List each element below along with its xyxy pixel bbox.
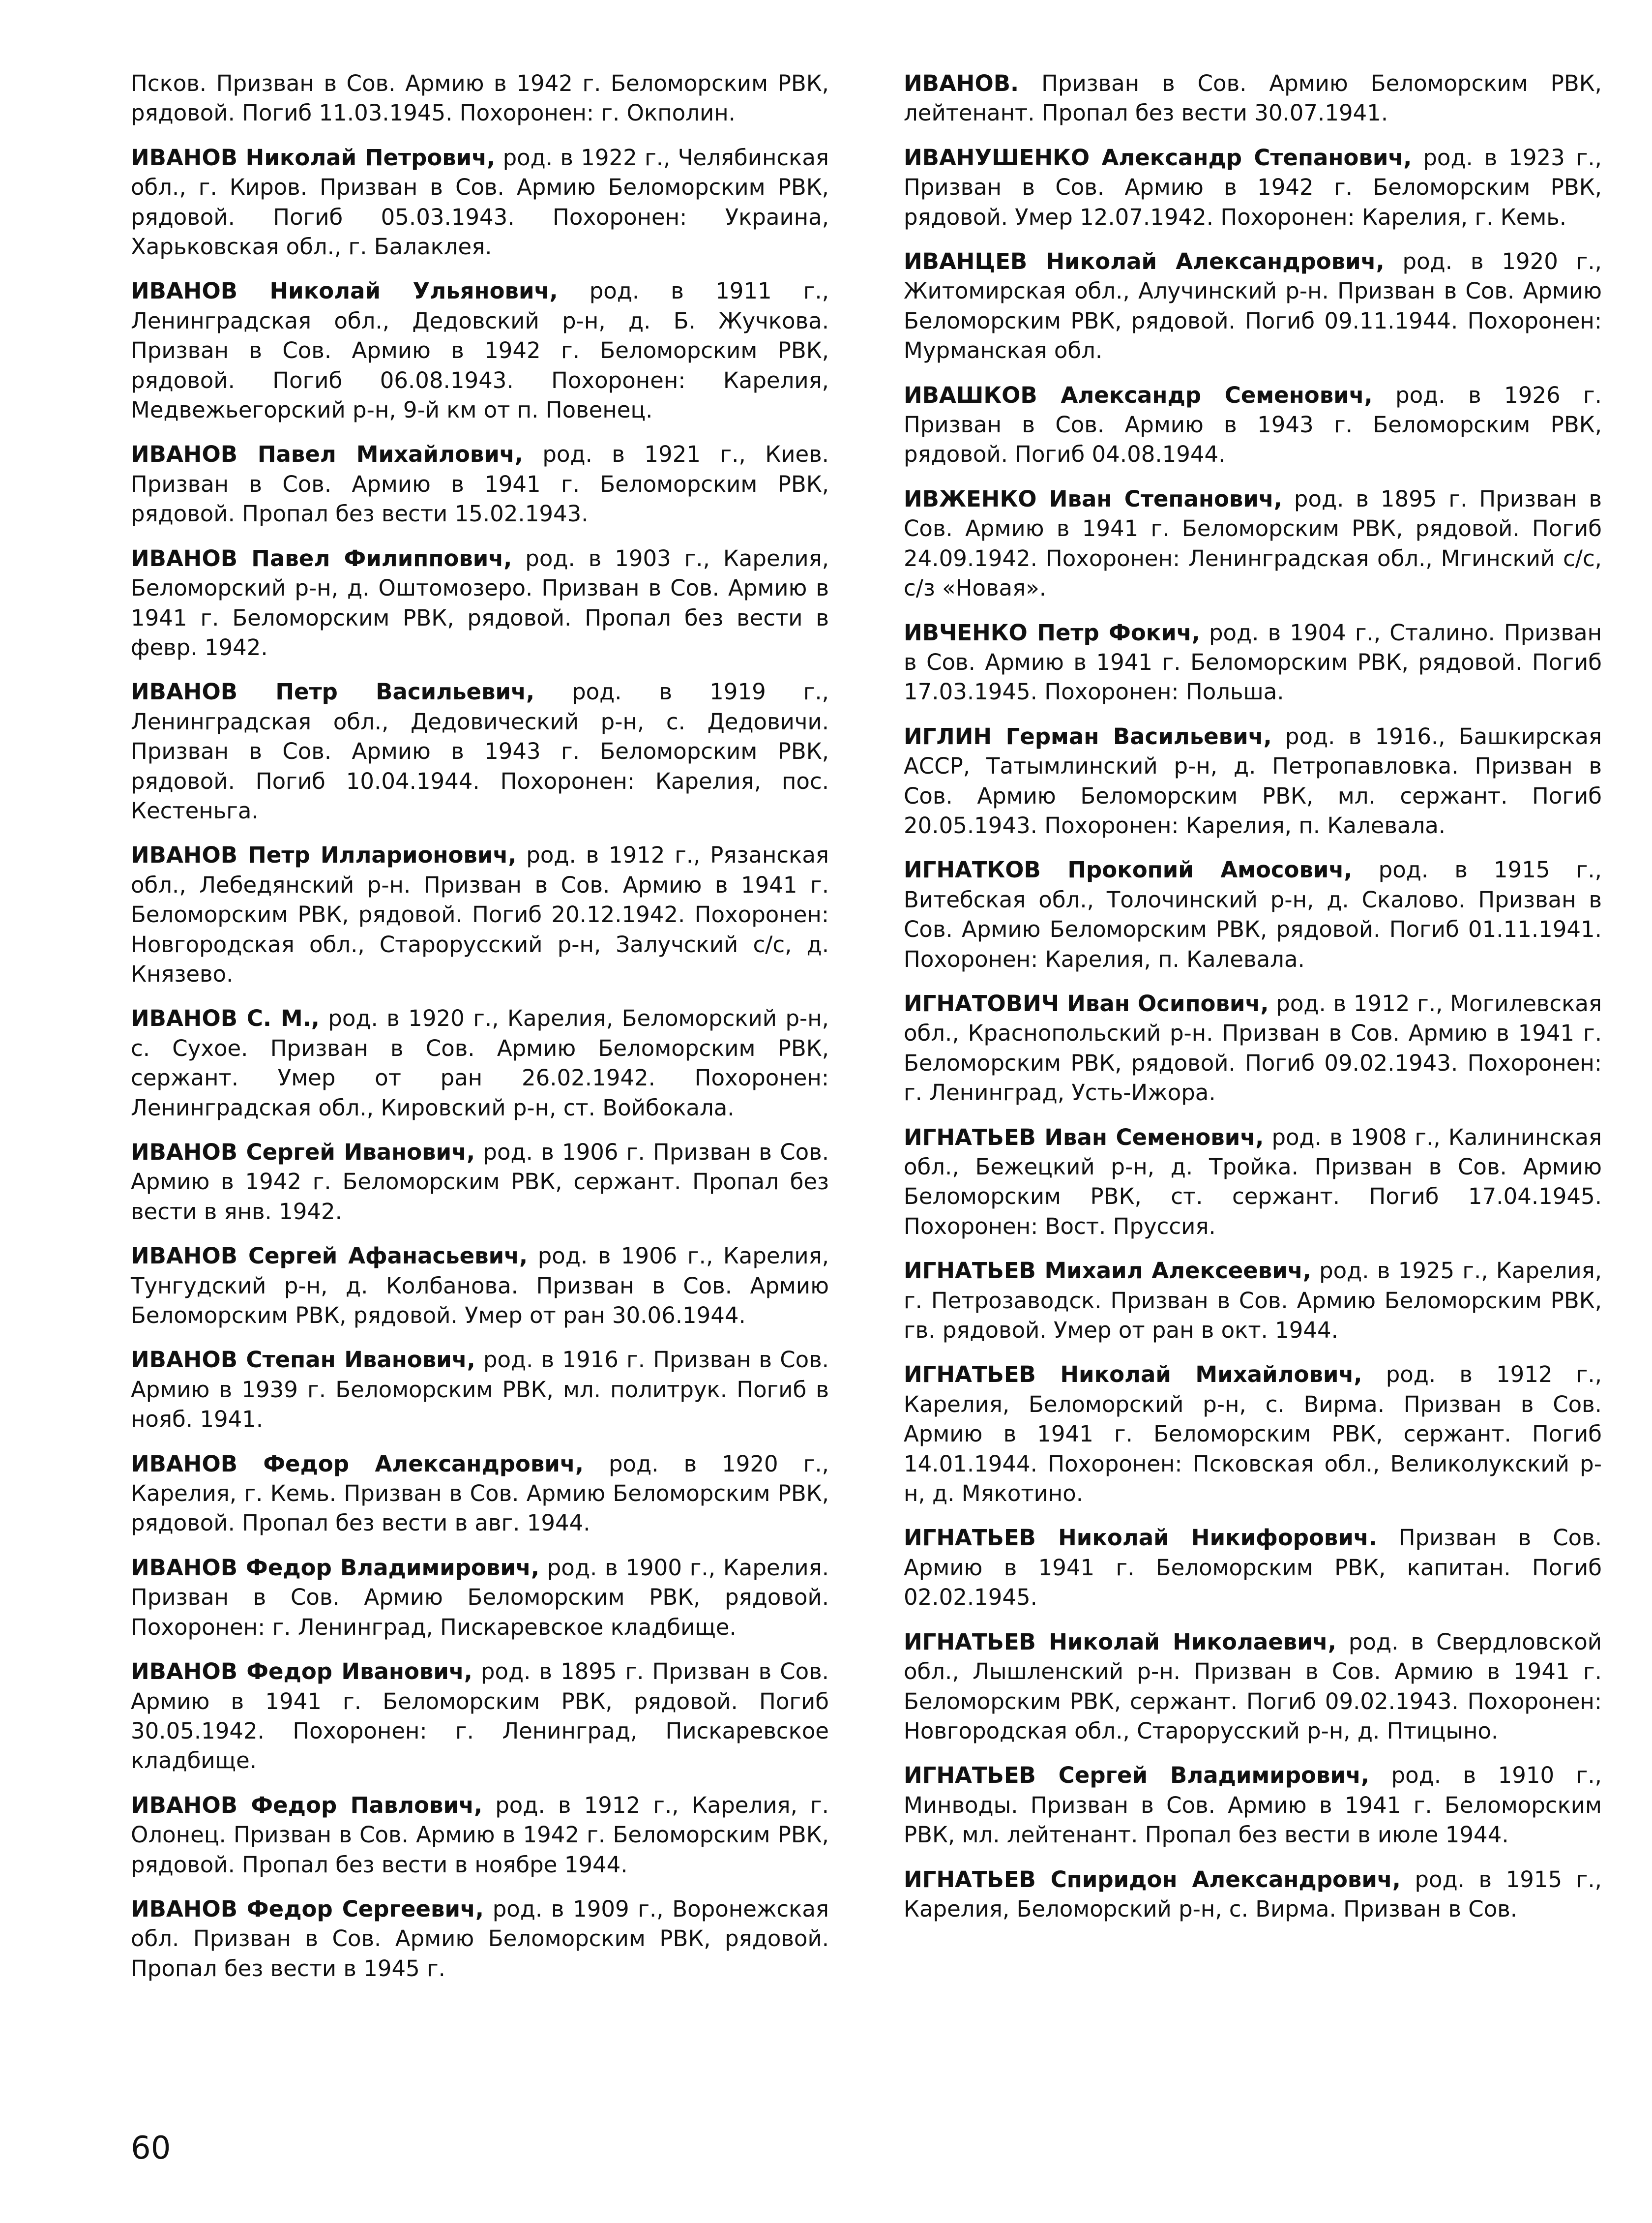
entry [904, 1123, 1602, 1242]
entry [131, 544, 829, 663]
entry-name: ИВАНОВ С. М., [131, 1005, 320, 1032]
entry-text: род. в 1912 г., Карелия, Беломорский р-н, с. Вирма. Призван в Сов. Армию в 1941 г. Беломорским РВК, сержант. Погиб 14.01.1944. Похоронен: Псковская обл., Великолукский р-н, д. Мякотино. [904, 1361, 1602, 1507]
entry-text: род. в 1906 г., Карелия, Тунгудский р-н, д. Колбанова. Призван в Сов. Армию Беломорским РВК, рядовой. Умер от ран 30.06.1944. [131, 1243, 829, 1329]
entry [904, 1761, 1602, 1850]
entry-name: ИГНАТЬЕВ Николай Никифорович. [904, 1525, 1377, 1551]
entry [904, 855, 1602, 974]
entry-name: ИВАНОВ Федор Александрович, [131, 1450, 584, 1477]
entry [904, 1256, 1602, 1345]
entry-text: род. в 1911 г., Ленинградская обл., Дедовский р-н, д. Б. Жучкова. Призван в Сов. Армию в 1942 г. Беломорским РВК, рядовой. Погиб 06.08.1943. Похоронен: Карелия, Медвежьегорский р-н, 9-й км от п. Повенец. [131, 278, 829, 423]
entry [904, 143, 1602, 232]
entry [131, 1791, 829, 1880]
entry-text: род. в 1920 г., Карелия, г. Кемь. Призван в Сов. Армию Беломорским РВК, рядовой. Пропал без вести в авг. 1944. [131, 1450, 829, 1536]
entry-name: ИВАНОВ Степан Иванович, [131, 1347, 475, 1373]
entry [131, 1553, 829, 1642]
entry [904, 484, 1602, 603]
entry-text: род. в 1920 г., Карелия, Беломорский р-н, с. Сухое. Призван в Сов. Армию Беломорским РВК, сержант. Умер от ран 26.02.1942. Похоронен: Ленинградская обл., Кировский р-н, ст. Войбокала. [131, 1005, 829, 1121]
entry-name: ИВАНОВ Сергей Афанасьевич, [131, 1243, 528, 1269]
entry [904, 69, 1602, 128]
entry [904, 618, 1602, 707]
entry-text: Призван в Сов. Армию Беломорским РВК, лейтенант. Пропал без вести 30.07.1941. [904, 70, 1602, 126]
entry-text: род. в 1895 г. Призван в Сов. Армию в 1941 г. Беломорским РВК, рядовой. Погиб 30.05.1942. Похоронен: г. Ленинград, Пискаревское кладбище. [131, 1658, 829, 1774]
left-column [131, 69, 829, 1998]
entry-name: ИВАНОВ Федор Павлович, [131, 1792, 483, 1818]
entry [131, 1241, 829, 1330]
entry-name: ИГНАТОВИЧ Иван Осипович, [904, 990, 1269, 1017]
entry-text: род. в 1916 г. Призван в Сов. Армию в 1939 г. Беломорским РВК, мл. политрук. Погиб в нояб. 1941. [131, 1347, 829, 1433]
entry-text: род. в 1910 г., Минводы. Призван в Сов. Армию в 1941 г. Беломорским РВК, мл. лейтенант. Пропал без вести в июле 1944. [904, 1762, 1602, 1848]
entry-text: род. в 1916., Башкирская АССР, Татымлинский р-н, д. Петропавловка. Призван в Сов. Армию Беломорским РВК, мл. сержант. Погиб 20.05.1943. Похоронен: Карелия, п. Калевала. [904, 723, 1602, 839]
entry [904, 989, 1602, 1108]
entry-name: ИВАШКОВ Александр Семенович, [904, 382, 1373, 408]
entry-text: род. в 1921 г., Киев. Призван в Сов. Армию в 1941 г. Беломорским РВК, рядовой. Пропал без вести 15.02.1943. [131, 441, 829, 527]
entry-name: ИВАНОВ Николай Ульянович, [131, 278, 558, 304]
entry-text: Псков. Призван в Сов. Армию в 1942 г. Беломорским РВК, рядовой. Погиб 11.03.1945. Похоронен: г. Окполин. [131, 70, 829, 126]
entry-name: ИВАНОВ Федор Владимирович, [131, 1554, 539, 1581]
entry-name: ИВЖЕНКО Иван Степанович, [904, 485, 1282, 512]
entry [131, 69, 829, 128]
entry [131, 1657, 829, 1776]
entry-text: род. в 1912 г., Рязанская обл., Лебедянский р-н. Призван в Сов. Армию в 1941 г. Беломорским РВК, рядовой. Погиб 20.12.1942. Похоронен: Новгородская обл., Старорусский р-н, Залучский с/с, д. Князево. [131, 842, 829, 987]
entry-name: ИГНАТЬЕВ Сергей Владимирович, [904, 1762, 1369, 1789]
entry-text: род. в 1900 г., Карелия. Призван в Сов. Армию Беломорским РВК, рядовой. Похоронен: г. Ленинград, Пискаревское кладбище. [131, 1554, 829, 1640]
right-column [904, 69, 1602, 1939]
entry [131, 440, 829, 529]
entry-text: род. в 1923 г., Призван в Сов. Армию в 1942 г. Беломорским РВК, рядовой. Умер 12.07.1942. Похоронен: Карелия, г. Кемь. [904, 144, 1602, 230]
entry-text: род. в 1920 г., Житомирская обл., Алучинский р-н. Призван в Сов. Армию Беломорским РВК, рядовой. Погиб 09.11.1944. Похоронен: Мурманская обл. [904, 248, 1602, 364]
entry-name: ИГНАТКОВ Прокопий Амосович, [904, 857, 1353, 883]
entry [131, 276, 829, 425]
entry [131, 1894, 829, 1983]
entry-text: род. в 1912 г., Карелия, г. Олонец. Призван в Сов. Армию в 1942 г. Беломорским РВК, рядовой. Пропал без вести в ноябре 1944. [131, 1792, 829, 1878]
entry-name: ИГНАТЬЕВ Николай Михайлович, [904, 1361, 1362, 1388]
entry-name: ИГНАТЬЕВ Николай Николаевич, [904, 1628, 1336, 1655]
entry-text: род. в 1909 г., Воронежская обл. Призван в Сов. Армию Беломорским РВК, рядовой. Пропал без вести в 1945 г. [131, 1895, 829, 1982]
entry [904, 1523, 1602, 1612]
entry-name: ИВАНОВ Павел Филиппович, [131, 545, 512, 571]
entry-name: ИВАНОВ Павел Михайлович, [131, 441, 523, 468]
entry-text: род. в 1915 г., Карелия, Беломорский р-н, с. Вирма. Призван в Сов. [904, 1866, 1602, 1922]
entry [904, 722, 1602, 841]
entry-text: род. в 1922 г., Челябинская обл., г. Киров. Призван в Сов. Армию Беломорским РВК, рядовой. Погиб 05.03.1943. Похоронен: Украина, Харьковская обл., г. Балаклея. [131, 144, 829, 260]
entry-name: ИВАНОВ Федор Сергеевич, [131, 1895, 484, 1922]
entry-name: ИГНАТЬЕВ Спиридон Александрович, [904, 1866, 1401, 1893]
entry [904, 1627, 1602, 1746]
entry-name: ИВАНОВ Федор Иванович, [131, 1658, 472, 1685]
entry-text: род. в Свердловской обл., Лышленский р-н. Призван в Сов. Армию в 1941 г. Беломорским РВК, сержант. Погиб 09.02.1943. Похоронен: Новгородская обл., Старорусский р-н, д. Птицыно. [904, 1628, 1602, 1744]
entry-text: род. в 1908 г., Калининская обл., Бежецкий р-н, д. Тройка. Призван в Сов. Армию Беломорским РВК, ст. сержант. Погиб 17.04.1945. Похоронен: Вост. Пруссия. [904, 1124, 1602, 1239]
entry [131, 1449, 829, 1538]
entry-text: Призван в Сов. Армию в 1941 г. Беломорским РВК, капитан. Погиб 02.02.1945. [904, 1525, 1602, 1611]
entry-name: ИВАНУШЕНКО Александр Степанович, [904, 144, 1412, 171]
page-number: 60 [131, 2130, 171, 2166]
entry [904, 1865, 1602, 1924]
entry-name: ИГЛИН Герман Васильевич, [904, 723, 1272, 750]
entry-text: род. в 1915 г., Витебская обл., Толочинский р-н, д. Скалово. Призван в Сов. Армию Беломорским РВК, рядовой. Погиб 01.11.1941. Похоронен: Карелия, п. Калевала. [904, 857, 1602, 972]
entry [904, 247, 1602, 366]
entry [131, 1004, 829, 1123]
entry-name: ИВАНЦЕВ Николай Александрович, [904, 248, 1385, 275]
entry [131, 143, 829, 262]
entry-text: род. в 1903 г., Карелия, Беломорский р-н, д. Оштомозеро. Призван в Сов. Армию в 1941 г. Беломорским РВК, рядовой. Пропал без вести в февр. 1942. [131, 545, 829, 661]
entry [131, 677, 829, 826]
entry-name: ИГНАТЬЕВ Иван Семенович, [904, 1124, 1264, 1150]
entry-name: ИВАНОВ. [904, 70, 1019, 96]
entry-text: род. в 1895 г. Призван в Сов. Армию в 1941 г. Беломорским РВК, рядовой. Погиб 24.09.1942. Похоронен: Ленинградская обл., Мгинский с/с, с/з «Новая». [904, 485, 1602, 601]
entry-name: ИВЧЕНКО Петр Фокич, [904, 619, 1200, 646]
entry-name: ИГНАТЬЕВ Михаил Алексеевич, [904, 1258, 1311, 1284]
entry-name: ИВАНОВ Сергей Иванович, [131, 1139, 475, 1165]
entry-text: род. в 1904 г., Сталино. Призван в Сов. Армию в 1941 г. Беломорским РВК, рядовой. Погиб 17.03.1945. Похоронен: Польша. [904, 619, 1602, 705]
entry-text: род. в 1926 г. Призван в Сов. Армию в 1943 г. Беломорским РВК, рядовой. Погиб 04.08.1944. [904, 382, 1602, 468]
entry [904, 1360, 1602, 1508]
entry [131, 1345, 829, 1434]
entry [904, 381, 1602, 470]
entry-text: род. в 1925 г., Карелия, г. Петрозаводск. Призван в Сов. Армию Беломорским РВК, гв. рядовой. Умер от ран в окт. 1944. [904, 1258, 1602, 1344]
entry-text: род. в 1906 г. Призван в Сов. Армию в 1942 г. Беломорским РВК, сержант. Пропал без вести в янв. 1942. [131, 1139, 829, 1225]
entry-name: ИВАНОВ Петр Васильевич, [131, 679, 535, 705]
entry-name: ИВАНОВ Петр Илларионович, [131, 842, 517, 869]
entry-text: род. в 1919 г., Ленинградская обл., Дедовический р-н, с. Дедовичи. Призван в Сов. Армию в 1943 г. Беломорским РВК, рядовой. Погиб 10.04.1944. Похоронен: Карелия, пос. Кестеньга. [131, 679, 829, 824]
entry-text: род. в 1912 г., Могилевская обл., Краснопольский р-н. Призван в Сов. Армию в 1941 г. Беломорским РВК, рядовой. Погиб 09.02.1943. Похоронен: г. Ленинград, Усть-Ижора. [904, 990, 1602, 1106]
entry [131, 1138, 829, 1227]
entry [131, 841, 829, 989]
entry-name: ИВАНОВ Николай Петрович, [131, 144, 496, 171]
